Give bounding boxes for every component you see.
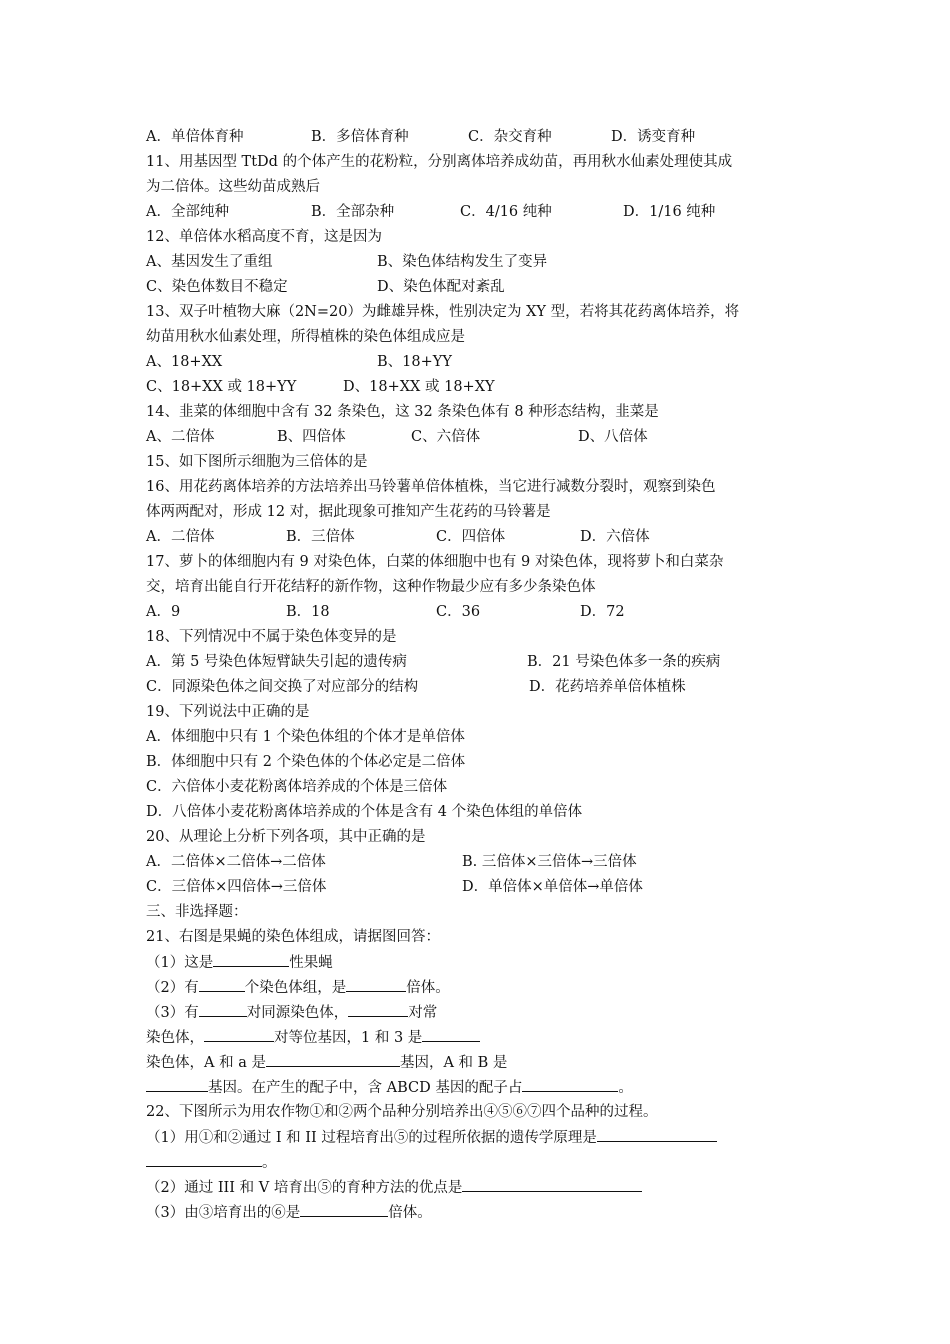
q22-p1-text: （1）用①和②通过 I 和 II 过程培育出⑤的过程所依据的遗传学原理是 — [146, 1130, 597, 1146]
q13-stem-line2: 幼苗用秋水仙素处理，所得植株的染色体组成应是 — [146, 329, 465, 345]
q21-line5 — [146, 1052, 507, 1073]
q21-l5-suffix: 基因，A 和 B 是 — [399, 1055, 508, 1071]
q10-option-a: A．单倍体育种 — [146, 129, 244, 145]
q21-p3-mid: 对同源染色体， — [246, 1005, 349, 1021]
q20-option-d: D．单倍体×单倍体→单倍体 — [462, 879, 643, 895]
q10-option-d: D．诱变育种 — [611, 129, 696, 145]
q22-blank-principle-a[interactable] — [597, 1127, 717, 1142]
q20-option-c: C．三倍体×四倍体→三倍体 — [146, 879, 327, 895]
q22-part2 — [146, 1177, 642, 1198]
q19-option-a: A．体细胞中只有 1 个染色体组的个体才是单倍体 — [146, 729, 465, 745]
q16-option-b: B．三倍体 — [286, 529, 355, 545]
q16-option-d: D．六倍体 — [580, 529, 650, 545]
q22-p3-suffix: 倍体。 — [388, 1205, 432, 1221]
q21-l5-text: 染色体，A 和 a 是 — [146, 1055, 266, 1071]
q11-stem-line2: 为二倍体。这些幼苗成熟后 — [146, 179, 320, 195]
q21-blank-ploidy[interactable] — [346, 977, 406, 992]
q19-option-c: C．六倍体小麦花粉离体培养成的个体是三倍体 — [146, 779, 448, 795]
q18-option-a: A．第 5 号染色体短臂缺失引起的遗传病 — [146, 654, 407, 670]
q22-blank-advantage[interactable] — [462, 1177, 642, 1192]
q11-stem-line1: 11、用基因型 TtDd 的个体产生的花粉粒，分别离体培养成幼苗，再用秋水仙素处理使其成 — [146, 154, 733, 170]
q11-option-a: A．全部纯种 — [146, 204, 229, 220]
q12-option-b: B、染色体结构发生了变异 — [377, 254, 548, 270]
q13-option-d: D、18+XX 或 18+XY — [343, 379, 495, 395]
q22-blank-ploidy[interactable] — [300, 1202, 388, 1217]
q21-p1-text: （1）这是 — [146, 955, 214, 971]
q21-blank-homologous[interactable] — [199, 1002, 247, 1017]
q22-part1 — [146, 1127, 717, 1148]
q19-option-d: D．八倍体小麦花粉离体培养成的个体是含有 4 个染色体组的单倍体 — [146, 804, 583, 820]
q21-line6 — [146, 1077, 633, 1098]
q18-option-d: D．花药培养单倍体植株 — [529, 679, 686, 695]
q18-stem: 18、下列情况中不属于染色体变异的是 — [146, 629, 397, 645]
q21-blank-allele-pairs[interactable] — [204, 1027, 274, 1042]
q21-line4 — [146, 1027, 480, 1048]
q21-blank-sex[interactable] — [213, 952, 289, 967]
q21-part2 — [146, 977, 450, 998]
q21-p2-suffix: 倍体。 — [406, 980, 450, 996]
q22-p2-text: （2）通过 III 和 V 培育出⑤的育种方法的优点是 — [146, 1180, 463, 1196]
q10-option-b: B．多倍体育种 — [311, 129, 409, 145]
q21-l4-text: 染色体， — [146, 1030, 204, 1046]
q12-stem: 12、单倍体水稻高度不育，这是因为 — [146, 229, 382, 245]
q15-stem: 15、如下图所示细胞为三倍体的是 — [146, 454, 368, 470]
q17-option-a: A．9 — [146, 604, 181, 620]
q14-option-c: C、六倍体 — [411, 429, 481, 445]
q17-option-b: B．18 — [286, 604, 330, 620]
q19-stem: 19、下列说法中正确的是 — [146, 704, 310, 720]
section-title: 三、非选择题： — [146, 904, 248, 920]
q20-stem: 20、从理论上分析下列各项，其中正确的是 — [146, 829, 426, 845]
q17-option-c: C．36 — [436, 604, 481, 620]
q14-option-d: D、八倍体 — [578, 429, 648, 445]
q12-option-c: C、染色体数目不稳定 — [146, 279, 288, 295]
q21-part1 — [146, 952, 333, 973]
q16-option-c: C．四倍体 — [436, 529, 506, 545]
q22-part1-cont — [146, 1152, 277, 1173]
q21-l6-text: 基因。在产生的配子中，含 ABCD 基因的配子占 — [208, 1080, 523, 1096]
q13-option-b: B、18+YY — [377, 354, 452, 370]
q12-option-d: D、染色体配对紊乱 — [377, 279, 505, 295]
q12-option-a: A、基因发生了重组 — [146, 254, 273, 270]
q19-option-b: B．体细胞中只有 2 个染色体的个体必定是二倍体 — [146, 754, 466, 770]
q10-option-c: C．杂交育种 — [468, 129, 552, 145]
q18-option-b: B．21 号染色体多一条的疾病 — [527, 654, 721, 670]
q20-option-b: B. 三倍体×三倍体→三倍体 — [462, 854, 637, 870]
q14-option-b: B、四倍体 — [277, 429, 346, 445]
q21-blank-a-and-b[interactable] — [146, 1077, 208, 1092]
q21-p3-suffix: 对常 — [408, 1005, 438, 1021]
q21-blank-abcd-ratio[interactable] — [522, 1077, 618, 1092]
q11-option-b: B．全部杂种 — [311, 204, 395, 220]
q21-blank-a-and-a[interactable] — [266, 1052, 400, 1067]
q13-stem-line1: 13、双子叶植物大麻（2N=20）为雌雄异株，性别决定为 XY 型，若将其花药离体培养，将 — [146, 304, 740, 320]
q21-p3-text: （3）有 — [146, 1005, 199, 1021]
q22-blank-principle-b[interactable] — [146, 1152, 262, 1167]
q17-option-d: D．72 — [580, 604, 625, 620]
q21-stem: 21、右图是果蝇的染色体组成，请据图回答： — [146, 929, 440, 945]
q21-blank-1-and-3[interactable] — [422, 1027, 480, 1042]
q21-p2-mid: 个染色体组，是 — [244, 980, 347, 996]
q22-part3 — [146, 1202, 432, 1223]
q21-l6-suffix: 。 — [618, 1080, 633, 1096]
q17-stem-line2: 交，培育出能自行开花结籽的新作物，这种作物最少应有多少条染色体 — [146, 579, 596, 595]
q20-option-a: A．二倍体×二倍体→二倍体 — [146, 854, 326, 870]
q14-option-a: A、二倍体 — [146, 429, 215, 445]
q22-p3-text: （3）由③培育出的⑥是 — [146, 1205, 301, 1221]
q21-blank-set-count[interactable] — [199, 977, 245, 992]
q16-stem-line1: 16、用花药离体培养的方法培养出马铃薯单倍体植株，当它进行减数分裂时，观察到染色 — [146, 479, 716, 495]
q21-l4-mid: 对等位基因，1 和 3 是 — [274, 1030, 423, 1046]
q17-stem-line1: 17、萝卜的体细胞内有 9 对染色体，白菜的体细胞中也有 9 对染色体，现将萝卜和白菜杂 — [146, 554, 724, 570]
q21-blank-autosome[interactable] — [348, 1002, 408, 1017]
q22-stem: 22、下图所示为用农作物①和②两个品种分别培养出④⑤⑥⑦四个品种的过程。 — [146, 1104, 658, 1120]
q21-part3 — [146, 1002, 437, 1023]
q11-option-c: C．4/16 纯种 — [460, 204, 552, 220]
q16-stem-line2: 体两两配对，形成 12 对，据此现象可推知产生花药的马铃薯是 — [146, 504, 551, 520]
q21-p2-text: （2）有 — [146, 980, 199, 996]
q14-stem: 14、韭菜的体细胞中含有 32 条染色，这 32 条染色体有 8 种形态结构，韭菜是 — [146, 404, 659, 420]
q13-option-a: A、18+XX — [146, 354, 223, 370]
q22-p1-suffix: 。 — [262, 1155, 277, 1171]
q13-option-c: C、18+XX 或 18+YY — [146, 379, 297, 395]
q11-option-d: D．1/16 纯种 — [623, 204, 716, 220]
q18-option-c: C．同源染色体之间交换了对应部分的结构 — [146, 679, 419, 695]
q16-option-a: A．二倍体 — [146, 529, 215, 545]
q21-p1-suffix: 性果蝇 — [289, 955, 333, 971]
